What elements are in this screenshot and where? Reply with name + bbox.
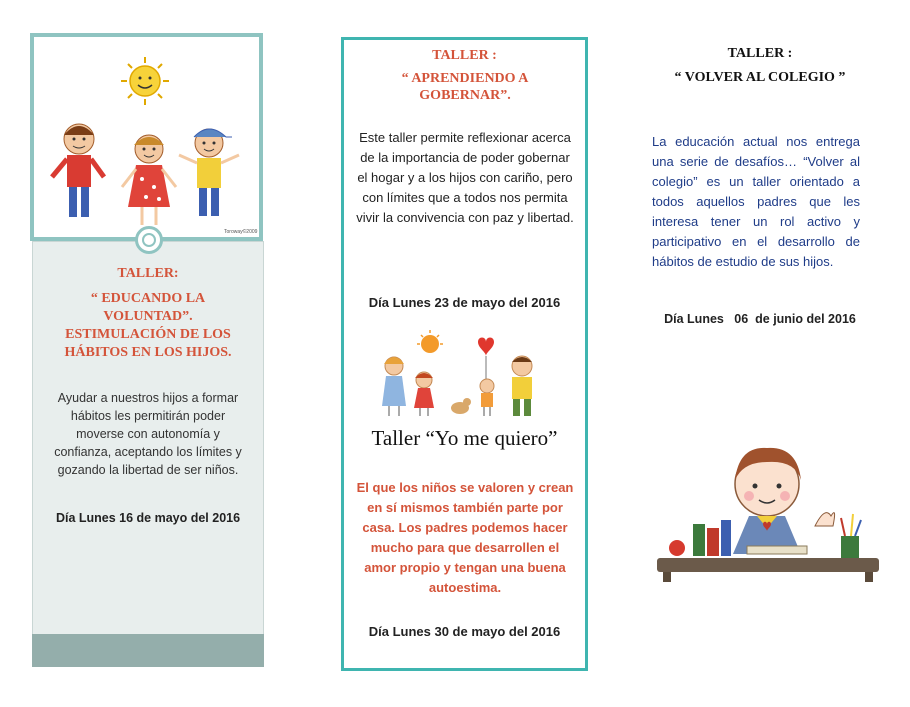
col1-ring-ornament [135, 226, 163, 254]
col2-body2: El que los niños se valoren y crean en sí mismos también parte por casa. Los padres podemos hacer mucho para que desarrollen el amor propio y tengan una buena autoestima. [356, 480, 574, 595]
col1-footer-band [32, 634, 264, 667]
col2-title: TALLER : [432, 48, 497, 63]
sun-icon [121, 57, 169, 105]
kids-sun-illustration [34, 37, 259, 237]
col3-date: Día Lunes 06 de junio del 2016 [664, 312, 856, 326]
illustration-signature: Toroway©2009 [224, 229, 258, 235]
col1-body: Ayudar a nuestros hijos a formar hábitos les permitirán poder moverse con autonomía y confianza, aceptando los límites y gozando la libertad de ser niños. [54, 391, 242, 477]
col2-title2: Taller “Yo me quiero” [371, 426, 558, 450]
student-desk-illustration [655, 436, 881, 586]
col2-date2: Día Lunes 30 de mayo del 2016 [368, 624, 561, 639]
col1-title: TALLER: [117, 266, 179, 281]
boy-yellow-shirt-cap [179, 129, 239, 216]
col3-body: La educación actual nos entrega una serie de desafíos… “Volver al colegio” es un taller orientado a todos aquellos padres que les interesa tener un rol activo y participativo en el desarrollo de hábitos de estudio de sus hijos. [652, 134, 860, 269]
col1-subtitle: “ EDUCANDO LA VOLUNTAD”. ESTIMULACIÓN DE LOS HÁBITOS EN LOS HIJOS. [64, 291, 232, 360]
heart-balloon-icon [478, 338, 494, 381]
col3-subtitle: “ VOLVER AL COLEGIO ” [674, 70, 846, 85]
boy-red-shirt [52, 124, 104, 217]
col3-title: TALLER : [727, 46, 793, 61]
col1-date: Día Lunes 16 de mayo del 2016 [55, 511, 241, 525]
girl-student [733, 448, 835, 554]
family-illustration [372, 330, 552, 418]
girl-red-dress [122, 135, 176, 225]
col2-subtitle: “ APRENDIENDO A GOBERNAR”. [401, 71, 529, 103]
col1-picture-frame [30, 33, 263, 241]
col2-date1: Día Lunes 23 de mayo del 2016 [368, 295, 561, 310]
col2-body: Este taller permite reflexionar acerca de la importancia de poder gobernar el hogar y a los hijos con cariño, pero con límites que a todos nos permita vivir la convivencia con paz y libertad. [356, 130, 574, 225]
sun-icon [417, 330, 443, 353]
